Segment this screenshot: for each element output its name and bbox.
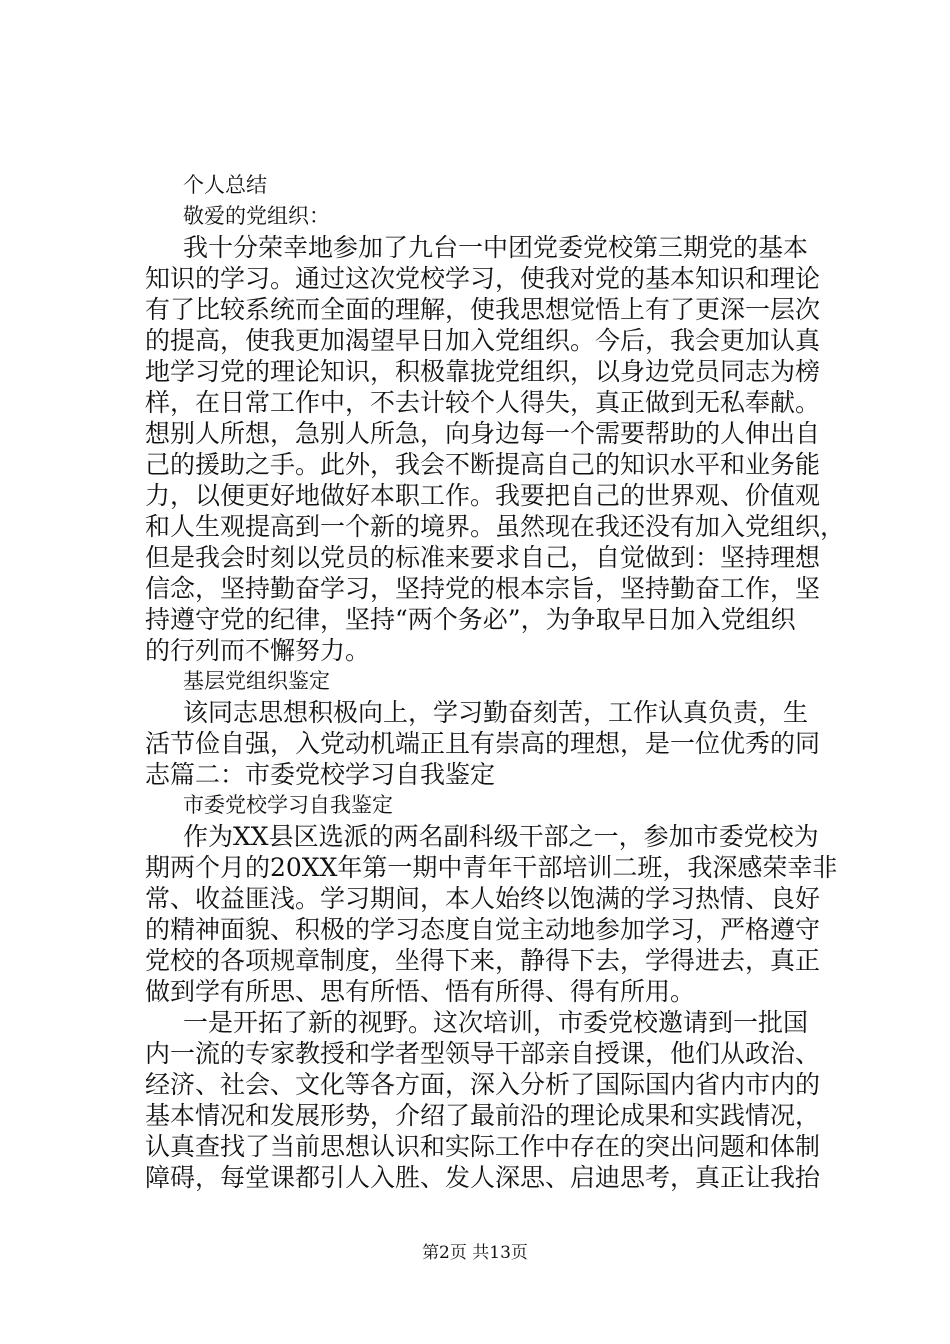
paragraph-line: 力，以便更好地做好本职工作。我要把自己的世界观、价值观: [145, 481, 821, 510]
paragraph-line: 常、收益匪浅。学习期间，本人始终以饱满的学习热情、良好: [145, 884, 821, 913]
paragraph-line: 的提高，使我更加渴望早日加入党组织。今后，我会更加认真: [145, 326, 821, 355]
paragraph-line: 样，在日常工作中，不去计较个人得失，真正做到无私奉献。: [145, 388, 821, 417]
paragraph-line: 想别人所想，急别人所急，向身边每一个需要帮助的人伸出自: [145, 419, 821, 448]
heading-grassroots-appraisal: 基层党组织鉴定: [183, 669, 330, 693]
paragraph-line: 己的援助之手。此外，我会不断提高自己的知识水平和业务能: [145, 450, 821, 479]
paragraph-line: 党校的各项规章制度，坐得下来，静得下去，学得进去，真正: [145, 946, 821, 975]
paragraph-line: 作为XX县区选派的两名副科级干部之一，参加市委党校为: [183, 822, 819, 851]
paragraph-line: 基本情况和发展形势，介绍了最前沿的理论成果和实践情况，: [145, 1101, 821, 1130]
paragraph-line: 有了比较系统而全面的理解，使我思想觉悟上有了更深一层次: [145, 295, 821, 324]
paragraph-line: 我十分荣幸地参加了九台一中团党委党校第三期党的基本: [183, 233, 809, 262]
page-number-footer: 第2页 共13页: [422, 1243, 528, 1263]
paragraph-line: 一是开拓了新的视野。这次培训，市委党校邀请到一批国: [183, 1008, 809, 1037]
document-body: [145, 170, 846, 1193]
paragraph-line: 内一流的专家教授和学者型领导干部亲自授课，他们从政治、: [145, 1039, 821, 1068]
paragraph-line: 志篇二：市委党校学习自我鉴定: [145, 760, 496, 789]
paragraph-line: 期两个月的20XX年第一期中青年干部培训二班，我深感荣幸非: [145, 853, 838, 882]
paragraph-line: 经济、社会、文化等各方面，深入分析了国际国内省内市内的: [145, 1070, 821, 1099]
heading-personal-summary: 个人总结: [183, 173, 267, 197]
paragraph-line: 的精神面貌、积极的学习态度自觉主动地参加学习，严格遵守: [145, 915, 821, 944]
paragraph-line: 知识的学习。通过这次党校学习，使我对党的基本知识和理论: [145, 264, 821, 293]
paragraph-line: 认真查找了当前思想认识和实际工作中存在的突出问题和体制: [145, 1132, 821, 1161]
paragraph-line: 该同志思想积极向上，学习勤奋刻苦，工作认真负责，生: [183, 698, 809, 727]
paragraph-line: 和人生观提高到一个新的境界。虽然现在我还没有加入党组织，: [145, 512, 846, 541]
paragraph-line: 但是我会时刻以党员的标准来要求自己，自觉做到：坚持理想: [145, 543, 821, 572]
paragraph-line: 活节俭自强，入党动机端正且有崇高的理想，是一位优秀的同: [145, 729, 821, 758]
paragraph-line: 的行列而不懈努力。: [145, 636, 371, 665]
paragraph-line: 障碍，每堂课都引人入胜、发人深思、启迪思考，真正让我抬: [145, 1163, 821, 1192]
paragraph-line: 地学习党的理论知识，积极靠拢党组织，以身边党员同志为榜: [145, 357, 821, 386]
paragraph-line: 持遵守党的纪律，坚持“两个务必”，为争取早日加入党组织: [145, 605, 796, 634]
heading-party-school-appraisal: 市委党校学习自我鉴定: [183, 793, 393, 817]
salutation: 敬爱的党组织：: [183, 204, 330, 228]
paragraph-line: 信念，坚持勤奋学习，坚持党的根本宗旨，坚持勤奋工作，坚: [145, 574, 821, 603]
paragraph-line: 做到学有所思、思有所悟、悟有所得、得有所用。: [145, 977, 696, 1006]
